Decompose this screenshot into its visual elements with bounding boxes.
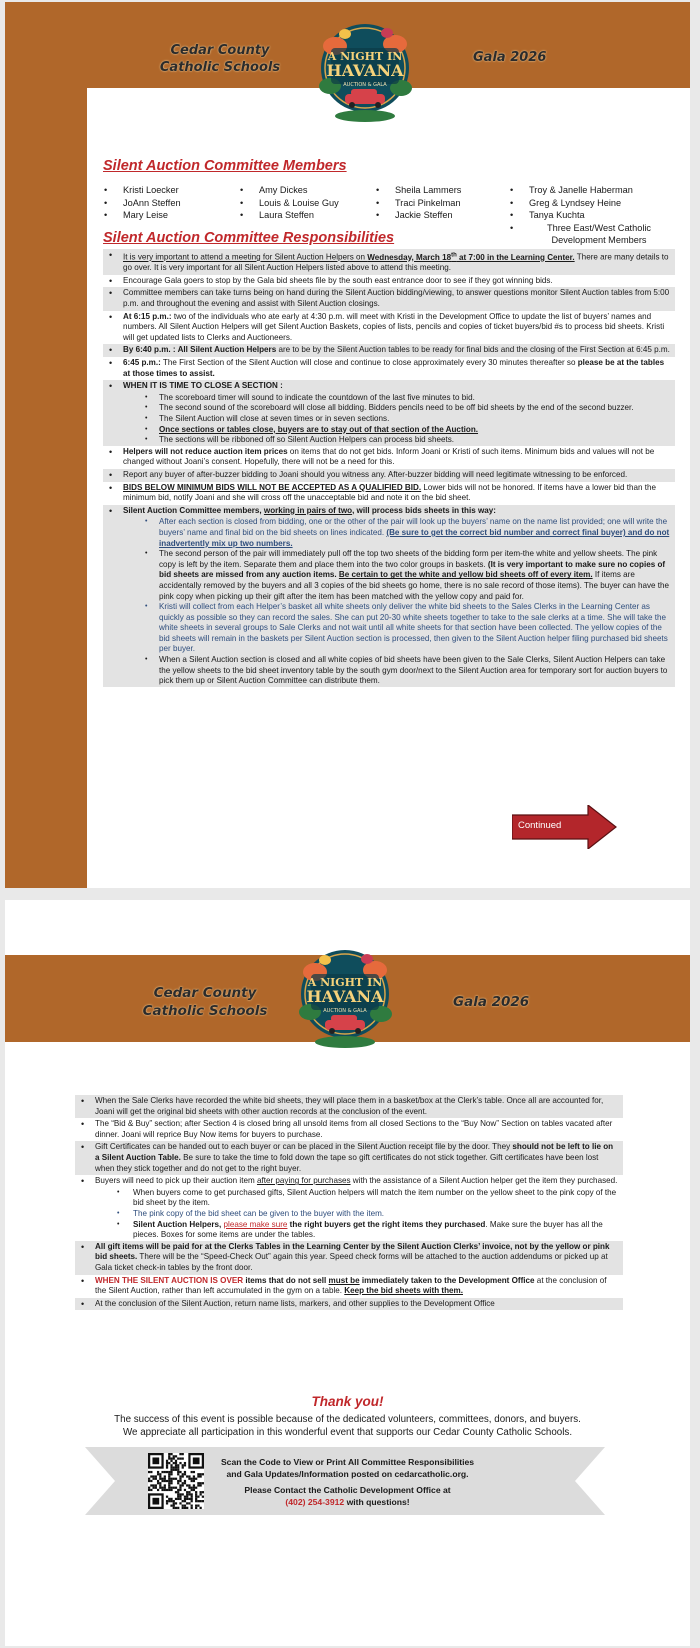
left-sidebar-band	[5, 2, 87, 888]
thank-you-line-1: The success of this event is possible because of the dedicated volunteers, committees, donors, and buyers.	[114, 1414, 581, 1425]
resp-item: • All gift items will be paid for at the Clerks Tables in the Learning Center by the Silent Auction Clerks’ invoice, not by the yellow or pink bid sheets. There will be the “Speed-Check Out” again this year. Speed check forms will be attached to the auction addendums or picked up at Gala ticket check-in tables by the front door.	[75, 1241, 623, 1275]
havana-logo-2	[295, 942, 395, 1052]
resp-item: • Encourage Gala goers to stop by the Gala bid sheets file by the south east entrance door to see if they got winning bids.	[103, 275, 675, 288]
sub-item: • The sections will be ribboned off so Silent Auction Helpers can process bid sheets.	[103, 435, 675, 446]
org-name: Cedar County Catholic Schools	[159, 43, 281, 75]
member-name: • Traci Pinkelman	[375, 197, 515, 210]
sub-item: • The scoreboard timer will sound to indicate the countdown of the last five minutes to bid.	[103, 393, 675, 404]
member-name: • Three East/West Catholic Development Members	[509, 222, 669, 247]
page-2	[5, 900, 690, 1646]
member-name: • Kristi Loecker	[103, 184, 243, 197]
resp-item: • At 6:15 p.m.: two of the individuals who ate early at 4:30 p.m. will meet with Kristi in the Development Office to update the list of buyers’ names and numbers. All Silent Auction Helpers will get Silent Auction Baskets, copies of lists, pencils and copies of ticket buyers/bid #s to process bid sheets. Kristi will get updated lists to Clerks and Auctioneers.	[103, 311, 675, 345]
contact-ribbon	[85, 1445, 605, 1517]
member-name: • Sheila Lammers	[375, 184, 515, 197]
sub-item: • After each section is closed from bidding, one or the other of the pair will look up the buyers’ name on the name list provided; one will write the buyers’ name and final bid on the bid sheets on lines indicated. (Be sure to get the correct bid number and correct final buyer) and do not inadvertently mix up two numbers.	[103, 517, 675, 549]
continued-label: Continued	[518, 820, 562, 831]
sub-item: • When buyers come to get purchased gifts, Silent Auction helpers will match the item number on the yellow sheet to the pink copy of the bid sheet by the item.	[75, 1188, 623, 1209]
continued-arrow	[512, 805, 622, 849]
logo2-text-2: HAVANA	[306, 987, 384, 1006]
resp-item: • Gift Certificates can be handed out to each buyer or can be placed in the Silent Auction receipt file by the door. They should not be left to lie on a Silent Auction Table. Be sure to take the time to fold down the tape so gift certificates do not stick together. Gift certificates have been lost when they stick together and do not get to the right buyer.	[75, 1141, 623, 1175]
responsibilities-title: Silent Auction Committee Responsibilities	[103, 230, 395, 246]
members-column-1	[103, 184, 243, 222]
logo-text-2: HAVANA	[326, 61, 404, 80]
resp-item: • Silent Auction Committee members, working in pairs of two, will process bids sheets in this way:	[103, 505, 675, 518]
logo2-text-3: AUCTION & GALA	[323, 1008, 367, 1014]
responsibilities-list	[103, 249, 675, 687]
resp-item: • Helpers will not reduce auction item prices on items that do not get bids. Inform Joani or Kristi of such items. Minimum bids and values will not be changed without Joani’s consent. Hopefully, there will not be a need for this.	[103, 446, 675, 469]
resp-item: • BIDS BELOW MINIMUM BIDS WILL NOT BE ACCEPTED AS A QUALIFIED BID. Lower bids will not be honored. If items have a lower bid than the minimum bid, notify Joani and she will cross off the unacceptable bid and note it on the bid sheet.	[103, 482, 675, 505]
member-name: • Mary Leise	[103, 209, 243, 222]
qr-code[interactable]	[148, 1453, 204, 1509]
members-column-3	[375, 184, 515, 222]
resp-item: • By 6:40 p.m. : All Silent Auction Helpers are to be by the Silent Auction tables to be ready for final bids and the closing of the First Section at 6:45 p.m.	[103, 344, 675, 357]
phone-number: (402) 254-3912	[285, 1496, 345, 1507]
sub-item: • The second person of the pair will immediately pull off the top two sheets of the bidding form per item-the white and yellow sheets. The pink copy is left by the item. Separate them and place them into the two color groups in baskets. (It is very important to make sure no copies of bid sheets are missed from any auction items. Be certain to get the white and yellow bid sheets off of every item. If items are accidentally removed by the buyers and all 3 copies of the bid sheets go home, there is no sale record of those items). The buyer can have the pink copy when picking up their gift after the item has been matched with the yellow copy and paid for.	[103, 549, 675, 602]
thank-you-section	[5, 1394, 690, 1439]
resp-item: • WHEN IT IS TIME TO CLOSE A SECTION :	[103, 380, 675, 393]
sub-item: • Kristi will collect from each Helper’s basket all white sheets only deliver the white bid sheets to the Sales Clerks in the Learning Center as quickly as possible so they can record the sales. She can put 20-30 white sheets together to take to the sale clerks at a time. She will take the white sheets in several groups to Sale Clerks and not wait until all white sheets for that section have been collected. The yellow copies of the bid sheets will remain in the baskets per Silent Auction section is processed, then given to the Silent Auction helper filing purchased bid sheets per buyer.	[103, 602, 675, 655]
resp-item: • Buyers will need to pick up their auction item after paying for purchases with the assistance of a Silent Auction helper get the item they purchased.	[75, 1175, 623, 1188]
responsibilities-list-2	[75, 1095, 623, 1310]
member-name: • Amy Dickes	[239, 184, 379, 197]
org-name-2: Cedar County Catholic Schools	[142, 985, 268, 1019]
resp-item: • At the conclusion of the Silent Auction, return name lists, markers, and other supplies to the Development Office	[75, 1298, 623, 1311]
resp-item: • When the Sale Clerks have recorded the white bid sheets, they will place them in a basket/box at the Clerk’s table. Once all are accounted for, Joani will get the original bid sheets with other auction records at the conclusion of the event.	[75, 1095, 623, 1118]
member-name: • Laura Steffen	[239, 209, 379, 222]
havana-logo	[315, 16, 415, 126]
resp-item: • Committee members can take turns being on hand during the Silent Auction bidding/viewing, to answer questions monitor Silent Auction tables from 5:00 p.m. and throughout the evening and assist with Silent Auction closings.	[103, 287, 675, 310]
member-name: • Troy & Janelle Haberman	[509, 184, 669, 197]
resp-item: • WHEN THE SILENT AUCTION IS OVER items that do not sell must be immediately taken to the Development Office at the conclusion of the Silent Auction, rather than left accumulated in the gym on a table. Keep the bid sheets with them.	[75, 1275, 623, 1298]
sub-item: • The Silent Auction will close at seven times or in seven sections.	[103, 414, 675, 425]
thank-you-title: Thank you!	[311, 1394, 384, 1409]
logo-text-3: AUCTION & GALA	[343, 82, 387, 88]
gala-label: Gala 2026	[473, 50, 547, 65]
pairs-block	[103, 505, 675, 687]
resp-item: • 6:45 p.m.: The First Section of the Silent Auction will close and continue to close approximately every 30 minutes thereafter so please be at the tables at those times to assist.	[103, 357, 675, 380]
sub-item: • The pink copy of the bid sheet can be given to the buyer with the item.	[75, 1209, 623, 1220]
gala-label-2: Gala 2026	[453, 994, 530, 1010]
close-section-block	[103, 380, 675, 446]
members-column-4	[509, 184, 669, 247]
resp-item: • The “Bid & Buy” section; after Section 4 is closed bring all unsold items from all closed Sections to the “Buy Now” Section on tables vacated after dinner. Joani will reprice Buy Now items for buyers to purchase.	[75, 1118, 623, 1141]
logo2-text-1: A NIGHT IN	[307, 976, 383, 989]
logo-text-1: A NIGHT IN	[327, 50, 403, 63]
member-name: • JoAnn Steffen	[103, 197, 243, 210]
resp-item: • Report any buyer of after-buzzer bidding to Joani should you witness any. After-buzzer bidding will need legitimate witnessing to be enforced.	[103, 469, 675, 482]
member-name: • Jackie Steffen	[375, 209, 515, 222]
members-column-2	[239, 184, 379, 222]
sub-item: • Silent Auction Helpers, please make sure the right buyers get the right items they purchased. Make sure the buyer has all the pieces. Boxes for some items are under the tables.	[75, 1220, 623, 1241]
page-1	[5, 2, 690, 888]
sub-item: • Once sections or tables close, buyers are to stay out of that section of the Auction.	[103, 425, 675, 436]
ribbon-text: Scan the Code to View or Print All Committee Responsibilities and Gala Updates/Information posted on cedarcatholic.org. Please Contact the Catholic Development Office at (402) 254-3912 with questions!	[220, 1457, 475, 1507]
member-name: • Greg & Lyndsey Heine	[509, 197, 669, 210]
members-title: Silent Auction Committee Members	[103, 158, 347, 174]
resp-item: • It is very important to attend a meeting for Silent Auction Helpers on Wednesday, March 18th at 7:00 in the Learning Center. There are many details to go over. It is very important for all Silent Auction Helpers listed above to attend this meeting.	[103, 249, 675, 275]
member-name: • Tanya Kuchta	[509, 209, 669, 222]
member-name: • Louis & Louise Guy	[239, 197, 379, 210]
sub-item: • When a Silent Auction section is closed and all white copies of bid sheets have been given to the Sale Clerks, Silent Auction Helpers can take the yellow sheets to the bid sheet inventory table by the south gym door/next to the Silent Auction area for temporary sort for auction buyers to pick them up or Silent Auction Committee can distribute them.	[103, 655, 675, 687]
thank-you-line-2: We appreciate all participation in this wonderful event that supports our Cedar County Catholic Schools.	[122, 1427, 573, 1438]
sub-item: • The second sound of the scoreboard will close all bidding. Bidders pencils need to be off bid sheets by the end of the second buzzer.	[103, 403, 675, 414]
